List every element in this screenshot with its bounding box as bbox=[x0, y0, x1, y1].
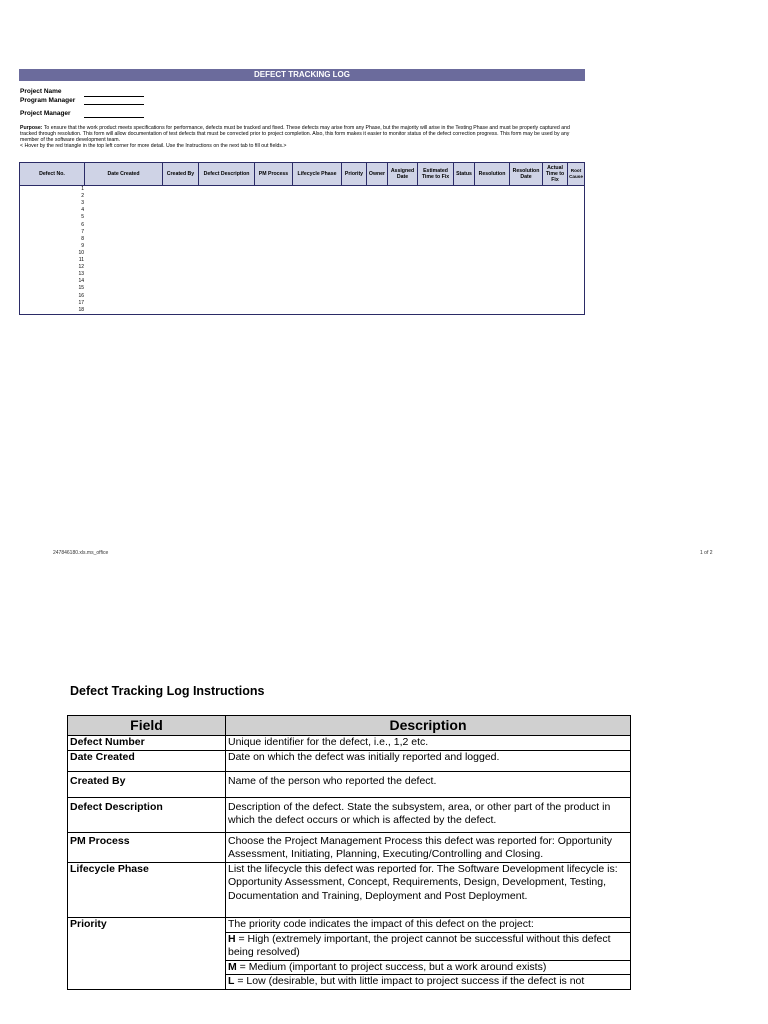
priority-text: = Low (desirable, but with little impact to project success if the defect is not bbox=[234, 975, 585, 987]
priority-level-medium bbox=[226, 960, 631, 975]
field-description: List the lifecycle this defect was reported for. The Software Development lifecycle is: Opportunity Assessment, Concept, Requirements, Design, Development, Testing, Documentation and Training, Deployment and Post Deployment. bbox=[226, 862, 631, 918]
table-row bbox=[68, 736, 631, 751]
table-row bbox=[68, 862, 631, 918]
row-number: 9 bbox=[81, 242, 84, 249]
col-lifecycle-phase: Lifecycle Phase bbox=[293, 163, 342, 185]
table-row bbox=[68, 832, 631, 862]
hover-note: < Hover by the red triangle in the top left corner for more detail. Use the Instructions on the next tab to fill out fields.> bbox=[20, 143, 287, 150]
row-number: 15 bbox=[78, 285, 84, 292]
defect-log-table bbox=[19, 162, 585, 315]
field-name: PM Process bbox=[68, 832, 226, 862]
footer-page: 1 of 2 bbox=[700, 550, 713, 556]
field-name: Created By bbox=[68, 771, 226, 797]
col-actual-time: Actual Time to Fix bbox=[543, 163, 568, 185]
col-date-created: Date Created bbox=[85, 163, 163, 185]
col-root-cause: Root Cause bbox=[569, 168, 583, 179]
row-number: 2 bbox=[81, 193, 84, 200]
col-created-by: Created By bbox=[163, 163, 199, 185]
field-description: Date on which the defect was initially reported and logged. bbox=[226, 750, 631, 771]
field-name: Defect Number bbox=[68, 736, 226, 751]
row-number: 13 bbox=[78, 271, 84, 278]
field-description: Unique identifier for the defect, i.e., 1,2 etc. bbox=[226, 736, 631, 751]
row-number: 12 bbox=[78, 264, 84, 271]
row-number: 1 bbox=[81, 186, 84, 192]
priority-intro: The priority code indicates the impact of this defect on the project: bbox=[226, 918, 631, 933]
priority-level-low bbox=[226, 975, 631, 990]
col-owner: Owner bbox=[367, 163, 388, 185]
row-number: 6 bbox=[81, 221, 84, 228]
instructions-table-wrap bbox=[67, 715, 631, 1024]
field-name: Lifecycle Phase bbox=[68, 862, 226, 918]
field-description: Description of the defect. State the subsystem, area, or other part of the product in which the defect occurs or which is affected by the defect. bbox=[226, 797, 631, 832]
header-description: Description bbox=[226, 716, 631, 736]
log-title: DEFECT TRACKING LOG bbox=[19, 69, 585, 81]
row-number: 16 bbox=[78, 292, 84, 299]
priority-text: = Medium (important to project success, but a work around exists) bbox=[236, 960, 547, 973]
table-row bbox=[68, 918, 631, 933]
col-resolution: Resolution bbox=[475, 163, 510, 185]
instructions-title: Defect Tracking Log Instructions bbox=[70, 684, 265, 698]
col-defect-description: Defect Description bbox=[199, 163, 255, 185]
priority-code: H bbox=[228, 932, 236, 945]
field-description: Name of the person who reported the defect. bbox=[226, 771, 631, 797]
row-number: 11 bbox=[78, 257, 84, 263]
purpose-label: Purpose: bbox=[20, 125, 43, 131]
field-name: Defect Description bbox=[68, 797, 226, 832]
col-status: Status bbox=[454, 163, 475, 185]
field-description: Choose the Project Management Process this defect was reported for: Opportunity Assessment, Initiating, Planning, Executing/Controlling and Closing. bbox=[226, 832, 631, 862]
table-row bbox=[68, 771, 631, 797]
purpose-text bbox=[20, 125, 586, 149]
field-name: Priority bbox=[68, 918, 226, 990]
header-field: Field bbox=[68, 716, 226, 736]
row-number: 17 bbox=[78, 299, 84, 306]
row-number: 3 bbox=[81, 200, 84, 207]
priority-code: M bbox=[228, 960, 237, 973]
row-number: 14 bbox=[78, 278, 84, 285]
col-defect-no: Defect No. bbox=[20, 163, 85, 185]
row-number: 5 bbox=[81, 214, 84, 221]
row-number: 7 bbox=[81, 228, 84, 235]
log-header-row bbox=[20, 163, 584, 186]
row-number: 10 bbox=[78, 249, 84, 256]
project-manager-line[interactable] bbox=[84, 117, 144, 118]
priority-code: L bbox=[228, 975, 235, 987]
col-resolution-date: Resolution Date bbox=[510, 163, 543, 185]
col-assigned-date: Assigned Date bbox=[388, 163, 418, 185]
instructions-header-row bbox=[68, 716, 631, 736]
project-name-label: Project Name bbox=[20, 88, 62, 95]
row-number: 18 bbox=[78, 306, 84, 313]
priority-text: = High (extremely important, the project cannot be successful without this defect being resolved) bbox=[228, 932, 611, 958]
purpose-body: To ensure that the work product meets specifications for performance, defects must be tracked and fixed. These defects may arise from any Phase, but the majority will arise in the Testing Phase and must be properly captured and tracked through resolution. This form will allow documentation of test defects that must be corrected prior to project completion. Also, this form makes it easier to monitor status of the defect correction progress. This form may be used by any member of the software development team. bbox=[20, 125, 570, 144]
instructions-table bbox=[67, 715, 631, 990]
table-row bbox=[68, 797, 631, 832]
priority-level-high bbox=[226, 932, 631, 960]
program-manager-label: Program Manager bbox=[20, 97, 76, 104]
col-estimated-time: Estimated Time to Fix bbox=[418, 163, 454, 185]
footer-filename: 247846180.xls.ms_office bbox=[53, 550, 109, 556]
row-number: 8 bbox=[81, 235, 84, 242]
field-name: Date Created bbox=[68, 750, 226, 771]
row-number: 4 bbox=[81, 207, 84, 214]
col-pm-process: PM Process bbox=[255, 163, 293, 185]
project-manager-label: Project Manager bbox=[20, 110, 71, 117]
program-manager-line[interactable] bbox=[84, 104, 144, 105]
table-row bbox=[68, 750, 631, 771]
project-name-line[interactable] bbox=[84, 96, 144, 97]
col-priority: Priority bbox=[342, 163, 367, 185]
